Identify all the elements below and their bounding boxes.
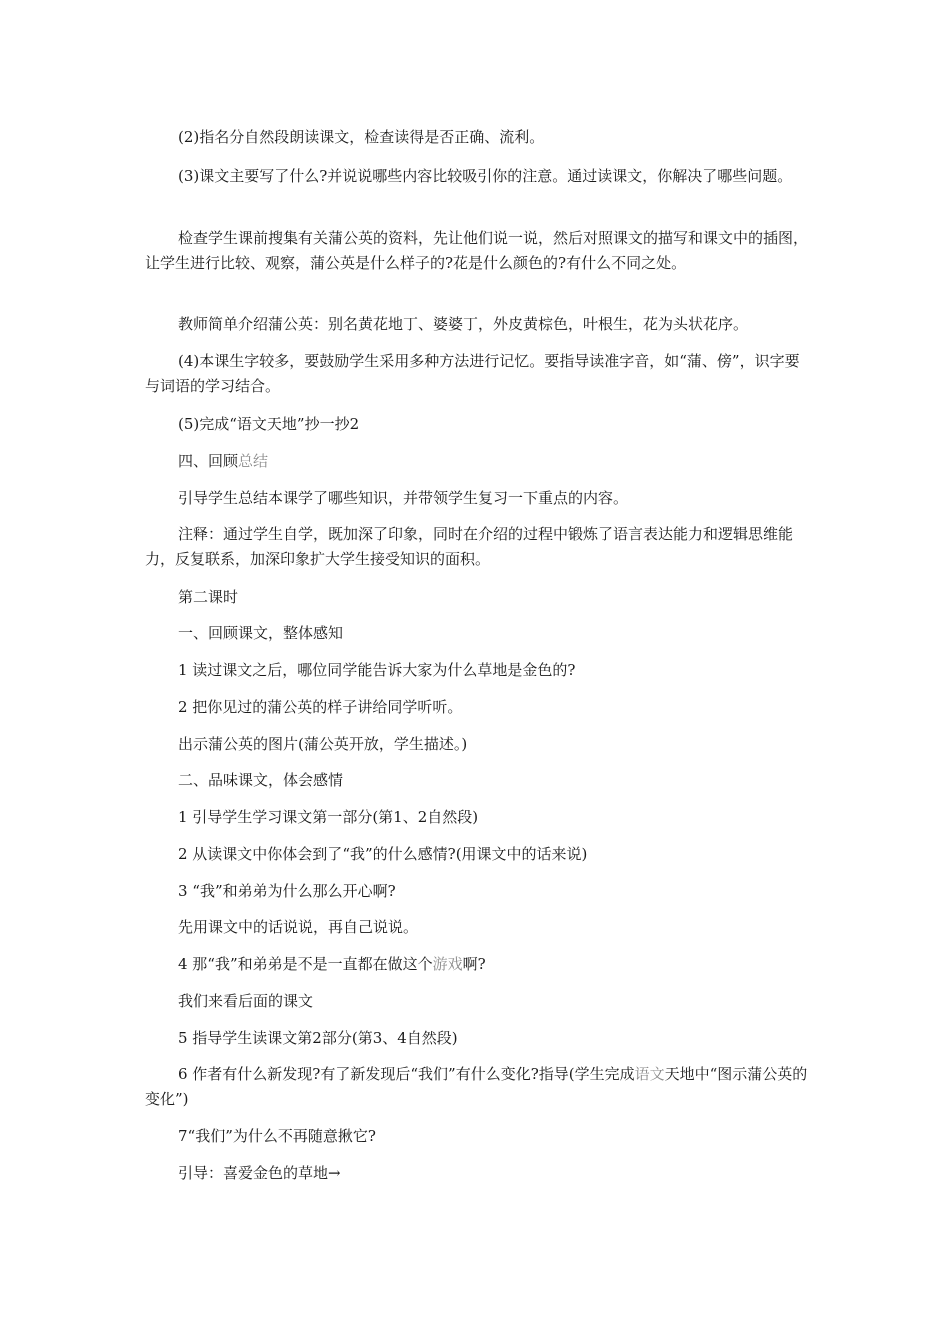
list-item-7: 5 指导学生读课文第2部分(第3、4自然段) <box>178 1029 458 1047</box>
list-item-2: 2 把你见过的蒲公英的样子讲给同学听听。 <box>178 698 463 716</box>
heading-review-text: 一、回顾课文，整体感知 <box>178 624 344 642</box>
heading-second-lesson: 第二课时 <box>178 588 239 606</box>
heading-appreciate-text: 二、品味课文，体会感情 <box>178 771 344 789</box>
heading-review-summary <box>145 449 810 474</box>
list-item-text: 6 作者有什么新发现?有了新发现后“我们”有什么变化?指导(学生完成 <box>178 1065 635 1083</box>
list-item-4: 2 从读课文中你体会到了“我”的什么感情?(用课文中的话来说) <box>178 845 588 863</box>
list-item-1: 1 读过课文之后，哪位同学能告诉大家为什么草地是金色的? <box>178 661 576 679</box>
paragraph-say-first: 先用课文中的话说说，再自己说说。 <box>178 918 419 936</box>
paragraph-check-materials: 检查学生课前搜集有关蒲公英的资料，先让他们说一说，然后对照课文的描写和课文中的插图，让学生进行比较、观察，蒲公英是什么样子的?花是什么颜色的?有什么不同之处。 <box>145 229 809 272</box>
paragraph-show-picture: 出示蒲公英的图片(蒲公英开放，学生描述。) <box>178 735 468 753</box>
paragraph-teacher-intro: 教师简单介绍蒲公英：别名黄花地丁、婆婆丁，外皮黄棕色，叶根生，花为头状花序。 <box>178 315 749 333</box>
list-item-6 <box>145 952 810 977</box>
paragraph-guide-love: 引导：喜爱金色的草地→ <box>178 1164 341 1182</box>
list-item-text-gray: 游戏 <box>432 955 463 973</box>
list-item-text-tail: 啊? <box>462 955 486 973</box>
paragraph-complete-exercise: (5)完成“语文天地”抄一抄2 <box>178 415 360 433</box>
list-item-5: 3 “我”和弟弟为什么那么开心啊? <box>178 882 396 900</box>
paragraph-guide-summary: 引导学生总结本课学了哪些知识，并带领学生复习一下重点的内容。 <box>178 489 629 507</box>
paragraph-new-characters: (4)本课生字较多，要鼓励学生采用多种方法进行记忆。要指导读准字音，如“蒲、傍”，识字要与词语的学习结合。 <box>145 352 800 395</box>
list-item-3: 1 引导学生学习课文第一部分(第1、2自然段) <box>178 808 479 826</box>
paragraph-look-later: 我们来看后面的课文 <box>178 992 314 1010</box>
list-item-text-tail: 天地中“图示蒲公英的变化”) <box>145 1065 808 1108</box>
heading-text-gray: 总结 <box>238 452 269 470</box>
list-item-9: 7“我们”为什么不再随意揪它? <box>178 1127 376 1145</box>
heading-text: 四、回顾 <box>178 452 239 470</box>
list-item-8 <box>145 1062 810 1112</box>
list-item-text-gray: 语文 <box>634 1065 665 1083</box>
paragraph-main-content: (3)课文主要写了什么?并说说哪些内容比较吸引你的注意。通过读课文，你解决了哪些问题。 <box>178 167 793 185</box>
paragraph-note: 注释：通过学生自学，既加深了印象，同时在介绍的过程中锻炼了语言表达能力和逻辑思维能力，反复联系，加深印象扩大学生接受知识的面积。 <box>145 525 794 568</box>
paragraph-read-aloud: (2)指名分自然段朗读课文，检查读得是否正确、流利。 <box>178 128 545 146</box>
list-item-text: 4 那“我”和弟弟是不是一直都在做这个 <box>178 955 433 973</box>
